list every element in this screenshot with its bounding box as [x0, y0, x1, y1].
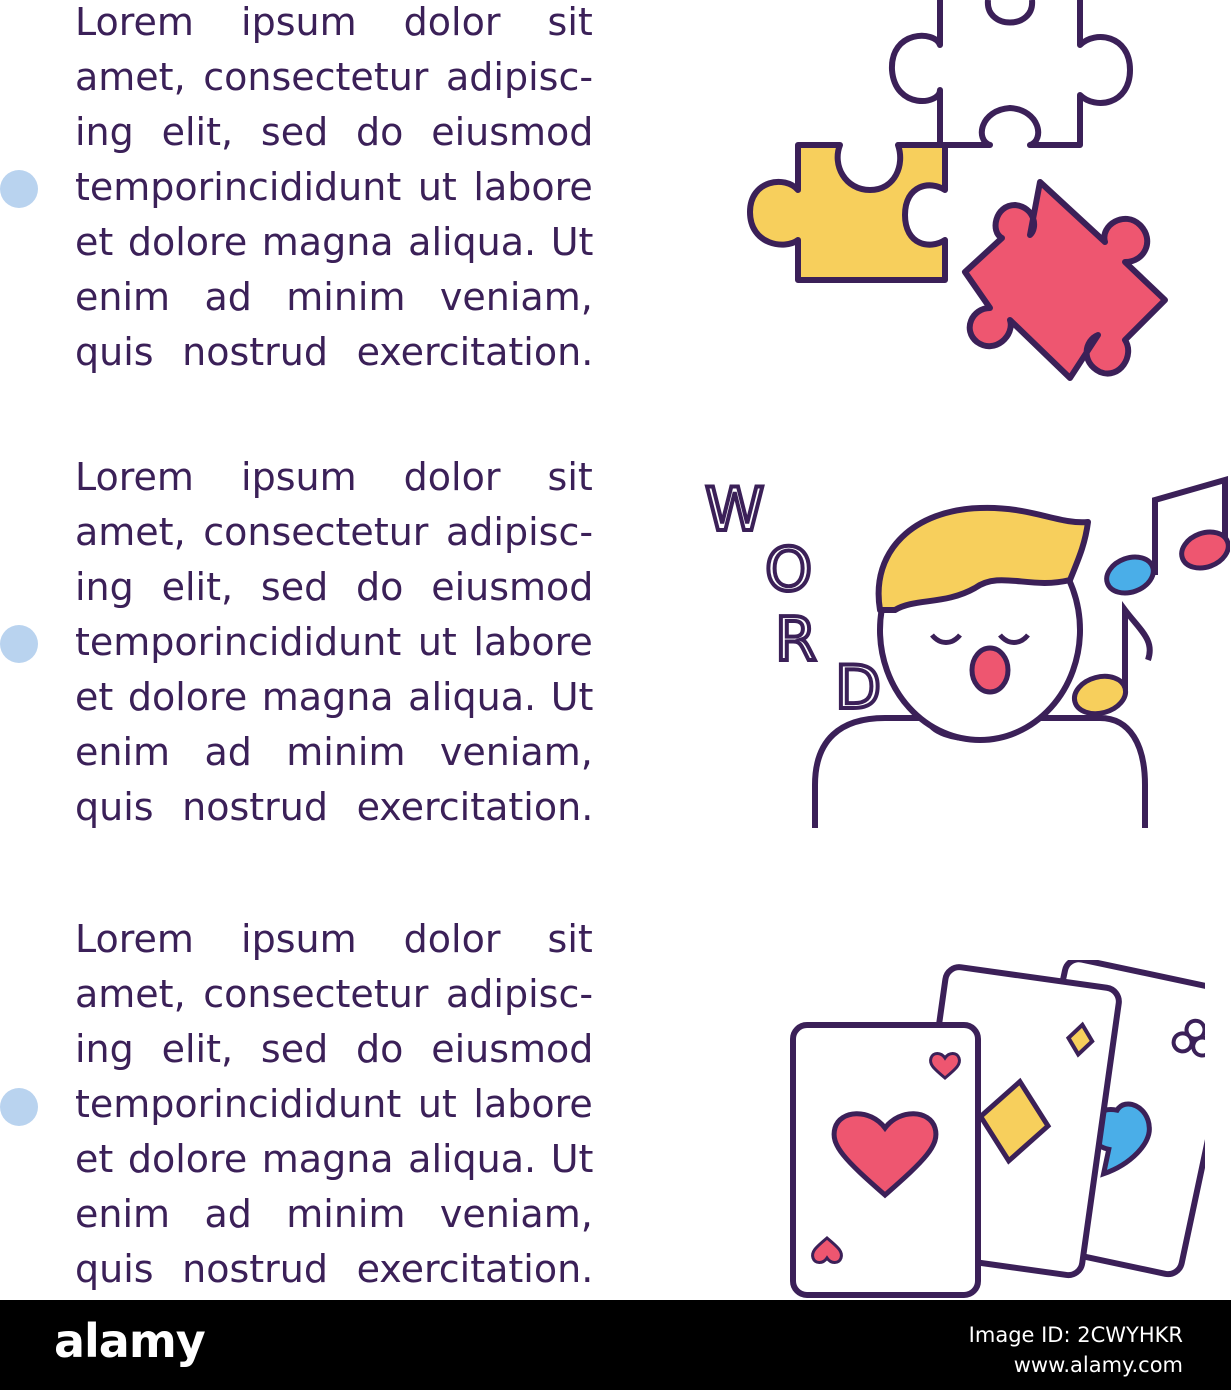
- paragraph-line: Lorem ipsum dolor sit: [75, 917, 593, 961]
- singing-person-icon: [700, 470, 1230, 835]
- paragraph-line: et dolore magna aliqua. Ut: [75, 675, 594, 719]
- text-section-1: [0, 0, 1231, 460]
- paragraph-line: enim ad minim veniam,: [75, 275, 593, 319]
- paragraph-line: temporincididunt ut labore: [75, 165, 593, 209]
- site-url: www.alamy.com: [1013, 1353, 1183, 1377]
- footer-info: [969, 1320, 1183, 1380]
- paragraph-line: amet, consectetur adipisc-: [75, 510, 594, 554]
- text-section-2: [0, 455, 1231, 915]
- paragraph-line: et dolore magna aliqua. Ut: [75, 220, 594, 264]
- paragraph-line: Lorem ipsum dolor sit: [75, 455, 593, 499]
- icon-letter-o: O: [765, 535, 813, 605]
- bullet-dot-3: [0, 1088, 38, 1126]
- paragraph-line: temporincididunt ut labore: [75, 1082, 593, 1126]
- paragraph-line: quis nostrud exercitation.: [75, 785, 594, 829]
- icon-letter-r: R: [775, 605, 817, 675]
- icon-letter-d: D: [835, 653, 882, 723]
- paragraph-line: ing elit, sed do eiusmod: [75, 1027, 594, 1071]
- paragraph-line: enim ad minim veniam,: [75, 730, 593, 774]
- paragraph-line: quis nostrud exercitation.: [75, 330, 594, 374]
- paragraph-line: amet, consectetur adipisc-: [75, 972, 594, 1016]
- paragraph-2: [75, 450, 593, 835]
- paragraph-line: Lorem ipsum dolor sit: [75, 0, 593, 44]
- paragraph-line: enim ad minim veniam,: [75, 1192, 593, 1236]
- puzzle-pieces-icon: [740, 0, 1180, 390]
- paragraph-line: et dolore magna aliqua. Ut: [75, 1137, 594, 1181]
- paragraph-line: ing elit, sed do eiusmod: [75, 110, 594, 154]
- paragraph-3: [75, 912, 593, 1297]
- paragraph-line: quis nostrud exercitation.: [75, 1247, 594, 1291]
- playing-cards-icon: [785, 960, 1205, 1305]
- paragraph-line: temporincididunt ut labore: [75, 620, 593, 664]
- paragraph-line: ing elit, sed do eiusmod: [75, 565, 594, 609]
- image-id-label: Image ID: 2CWYHKR: [968, 1323, 1183, 1347]
- footer-logo: alamy: [54, 1314, 205, 1368]
- footer-bar: [0, 1300, 1231, 1390]
- paragraph-1: [75, 0, 593, 380]
- bullet-dot-1: [0, 170, 38, 208]
- icon-letter-w: W: [705, 475, 765, 545]
- bullet-dot-2: [0, 625, 38, 663]
- paragraph-line: amet, consectetur adipisc-: [75, 55, 594, 99]
